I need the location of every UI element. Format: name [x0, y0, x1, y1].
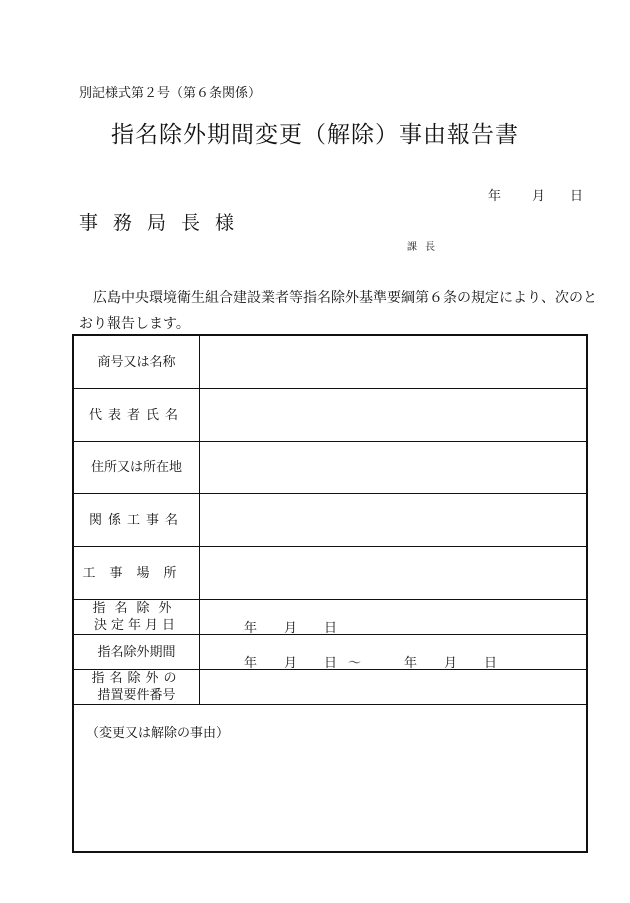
representative-field[interactable] [200, 389, 586, 441]
requirement-number-field[interactable] [200, 670, 586, 704]
work-location-label: 工事場所 [74, 547, 200, 599]
decision-date-label [74, 600, 200, 634]
row-decision-date [74, 600, 586, 635]
decision-date-label-line1: 指名除外 [92, 601, 181, 616]
decision-date-field[interactable] [200, 600, 586, 634]
related-work-label: 関係工事名 [74, 494, 200, 546]
row-related-work [74, 494, 586, 547]
section-chief-label: 課長 [407, 242, 443, 253]
representative-label: 代表者氏名 [74, 389, 200, 441]
company-name-field[interactable] [200, 336, 586, 388]
row-requirement-number [74, 670, 586, 705]
decision-month-label: 月 [284, 621, 298, 636]
related-work-field[interactable] [200, 494, 586, 546]
row-company-name [74, 336, 586, 389]
date-month-label: 月 [532, 189, 546, 204]
exclusion-period-field[interactable] [200, 635, 586, 669]
date-day-label: 日 [570, 189, 584, 204]
address-label: 住所又は所在地 [74, 442, 200, 493]
decision-year-label: 年 [244, 621, 258, 636]
requirement-number-label [74, 670, 200, 704]
exclusion-period-label: 指名除外期間 [74, 635, 200, 669]
period-tilde: ～ [348, 656, 362, 671]
row-representative [74, 389, 586, 442]
period-to-year-label: 年 [404, 656, 418, 671]
decision-day-label: 日 [324, 621, 338, 636]
row-address [74, 442, 586, 494]
row-exclusion-period [74, 635, 586, 670]
period-to-day-label: 日 [484, 656, 498, 671]
page-title: 指名除外期間変更（解除）事由報告書 [111, 122, 519, 148]
requirement-label-line1: 指名除外の [91, 671, 182, 686]
date-year-label: 年 [488, 189, 502, 204]
period-to-month-label: 月 [444, 656, 458, 671]
period-from-year-label: 年 [244, 656, 258, 671]
address-field[interactable] [200, 442, 586, 493]
requirement-label-line2: 措置要件番号 [97, 688, 176, 703]
form-id: 別記様式第２号（第６条関係） [79, 86, 262, 101]
reason-label: （変更又は解除の事由） [86, 726, 230, 741]
period-from-day-label: 日 [324, 656, 338, 671]
decision-date-label-line2: 決定年月日 [93, 618, 179, 633]
company-name-label: 商号又は名称 [74, 336, 200, 388]
work-location-field[interactable] [200, 547, 586, 599]
period-from-month-label: 月 [284, 656, 298, 671]
addressee: 事務局長様 [79, 212, 250, 234]
report-form-table [72, 334, 588, 853]
body-text: 広島中央環境衛生組合建設業者等指名除外基準要綱第６条の規定により、次のとおり報告します。 [79, 290, 597, 332]
row-work-location [74, 547, 586, 600]
